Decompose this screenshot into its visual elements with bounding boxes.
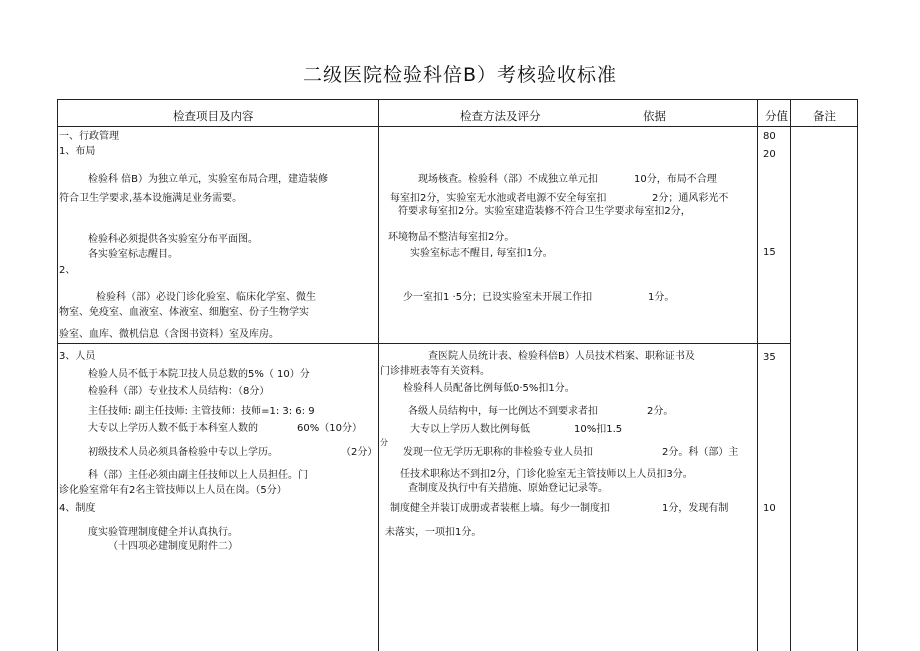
item-text: 诊化验室常年有2名主管技师以上人员在岗。（5分） — [59, 485, 287, 496]
item-text: 检验科（部）专业技术人员结构：（8分） — [88, 386, 270, 397]
method-text: 2分；通风彩光不 — [652, 193, 729, 204]
item-text: 检验科 倍B）为独立单元，实验室布局合理，建造装修 — [88, 174, 329, 185]
column-divider-items — [378, 99, 379, 651]
item-text: 验室、血库、微机信息（含图书资料）室及库房。 — [59, 329, 279, 340]
method-text: 现场核查。检验科（部）不成独立单元扣 — [418, 174, 598, 185]
item-text: 大专以上学历人数不低于本科室人数的 — [88, 423, 258, 434]
method-text: 10%扣1.5 — [574, 424, 623, 435]
method-text: 查制度及执行中有关措施、原始登记记录等。 — [408, 483, 608, 494]
method-text: 10分，布局不合理 — [634, 174, 717, 185]
score-value: 20 — [763, 149, 776, 160]
method-text: 1分。 — [648, 292, 675, 303]
item-text: 各实验室标志醒目。 — [88, 249, 178, 260]
method-text: 制度健全并装订成册或者装框上墙。每少一制度扣 — [390, 503, 610, 514]
method-text: 门诊排班表等有关资料。 — [380, 366, 490, 377]
column-divider-score — [790, 99, 791, 651]
item-text: 物室、免疫室、血液室、体液室、细胞室、份子生物学实 — [59, 307, 309, 318]
row-divider — [57, 343, 790, 344]
item-text: 主任技师: 副主任技师: 主管技师：技师=1: 3: 6: 9 — [88, 406, 315, 417]
method-text: 查医院人员统计表、检验科倍B）人员技术档案、职称证书及 — [428, 351, 695, 362]
method-text: 大专以上学历人数比例每低 — [410, 424, 530, 435]
header-bottom-border — [57, 126, 858, 127]
subsection-layout: 1、布局 — [59, 146, 96, 157]
item-text: （2分） — [341, 447, 378, 458]
header-items: 检查项目及内容 — [173, 109, 254, 123]
section-personnel: 3、人员 — [59, 351, 96, 362]
method-text: 任技术职称达不到扣2分，门诊化验室无主管技师以上人员扣3分。 — [400, 469, 693, 480]
score-value: 10 — [763, 503, 776, 514]
column-divider-method — [757, 99, 758, 651]
method-text: 实验室标志不醒目, 每室扣1分。 — [410, 248, 553, 259]
method-text: 分 — [380, 438, 388, 447]
table-left-border — [57, 99, 58, 651]
header-score: 分值 — [765, 109, 788, 123]
section-rules: 4、制度 — [59, 503, 96, 514]
item-text: 检验科必须提供各实验室分布平面图。 — [88, 234, 258, 245]
score-value: 80 — [763, 131, 776, 142]
section-administration: 一、行政管理 — [59, 131, 119, 142]
method-text: 各级人员结构中，每一比例达不到要求者扣 — [408, 406, 598, 417]
document-title: 二级医院检验科倍B）考核验收标准 — [302, 64, 618, 86]
item-text: 60%（10分） — [297, 423, 362, 434]
header-remark: 备注 — [813, 109, 836, 123]
method-text: 检验科人员配备比例每低0·5%扣1分。 — [403, 383, 575, 394]
score-value: 35 — [763, 352, 776, 363]
item-text: 初级技术人员必须具备检验中专以上学历。 — [88, 447, 278, 458]
method-text: 环境物品不整洁每室扣2分。 — [388, 232, 515, 243]
item-text: （十四项必建制度见附件二） — [108, 541, 238, 552]
item-text: 检验科（部）必设门诊化验室、临床化学室、微生 — [96, 292, 316, 303]
method-text: 发现一位无学历无职称的非检验专业人员扣 — [403, 447, 593, 458]
method-text: 2分。 — [647, 406, 674, 417]
header-method: 检查方法及评分 — [460, 109, 541, 123]
header-basis: 依据 — [643, 109, 666, 123]
method-text: 符要求每室扣2分。实验室建造装修不符合卫生学要求每室扣2分， — [398, 206, 691, 217]
table-top-border — [57, 99, 858, 100]
method-text: 每室扣2分，实验室无水池或者电源不安全每室扣 — [390, 193, 607, 204]
item-text: 符合卫生学要求,基本设施满足业务需要。 — [59, 193, 243, 204]
subsection-2: 2、 — [59, 265, 76, 276]
item-text: 度实验管理制度健全并认真执行。 — [88, 527, 238, 538]
item-text: 科（部）主任必须由副主任技师以上人员担任。门 — [88, 470, 308, 481]
score-value: 15 — [763, 247, 776, 258]
method-text: 少一室扣1 ·5分；已设实验室未开展工作扣 — [403, 292, 593, 303]
table-right-border — [857, 99, 858, 651]
method-text: 1分，发现有制 — [662, 503, 729, 514]
method-text: 2分。科（部）主 — [662, 447, 739, 458]
item-text: 检验人员不低于本院卫技人员总数的5%（ 10）分 — [88, 369, 310, 380]
method-text: 未落实，一项扣1分。 — [385, 527, 482, 538]
